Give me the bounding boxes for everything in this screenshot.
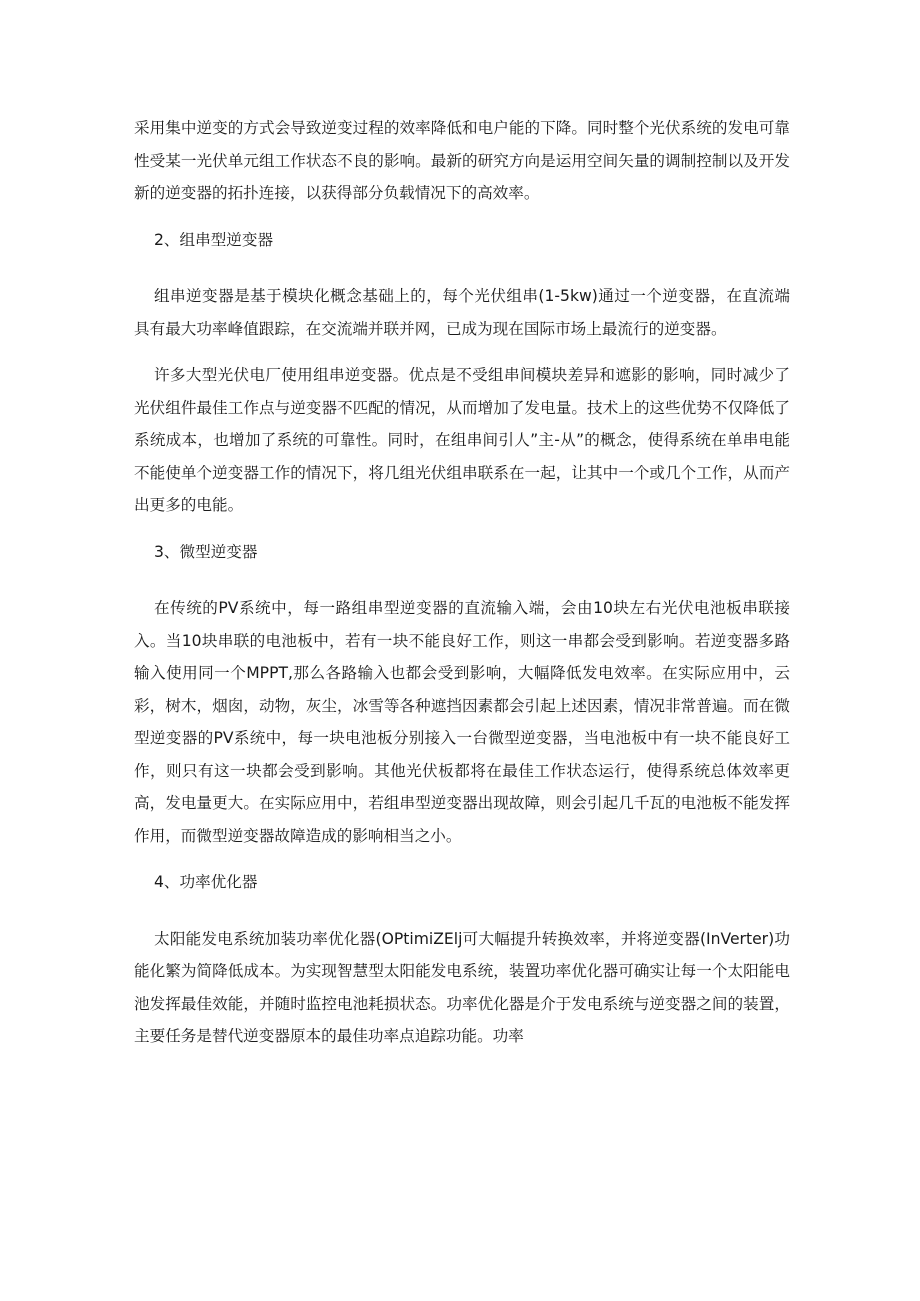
document-body bbox=[134, 112, 790, 1053]
section-heading-micro-inverter: 3、微型逆变器 bbox=[154, 542, 258, 561]
spacer bbox=[134, 899, 790, 923]
spacer bbox=[134, 852, 790, 866]
spacer bbox=[134, 345, 790, 359]
paragraph-string-inverter-definition: 组串逆变器是基于模块化概念基础上的，每个光伏组串(1-5kw)通过一个逆变器，在直流端具有最大功率峰值跟踪，在交流端并联并网，已成为现在国际市场上最流行的逆变器。 bbox=[134, 287, 790, 338]
spacer bbox=[134, 568, 790, 592]
spacer bbox=[134, 210, 790, 224]
intro-paragraph: 采用集中逆变的方式会导致逆变过程的效率降低和电户能的下降。同时整个光伏系统的发电可靠性受某一光伏单元组工作状态不良的影响。最新的研究方向是运用空间矢量的调制控制以及开发新的逆变器的拓扑连接，以获得部分负载情况下的高效率。 bbox=[134, 119, 790, 202]
paragraph-micro-inverter: 在传统的PV系统中，每一路组串型逆变器的直流输入端，会由10块左右光伏电池板串联接入。当10块串联的电池板中，若有一块不能良好工作，则这一串都会受到影响。若逆变器多路输入使用同一个MPPT,那么各路输入也都会受到影响，大幅降低发电效率。在实际应用中，云彩，树木，烟囱，动物，灰尘，冰雪等各种遮挡因素都会引起上述因素，情况非常普遍。而在微型逆变器的PV系统中，每一块电池板分别接入一台微型逆变器，当电池板中有一块不能良好工作，则只有这一块都会受到影响。其他光伏板都将在最佳工作状态运行，使得系统总体效率更高，发电量更大。在实际应用中，若组串型逆变器出现故障，则会引起几千瓦的电池板不能发挥作用，而微型逆变器故障造成的影响相当之小。 bbox=[134, 599, 790, 845]
section-heading-string-inverter: 2、组串型逆变器 bbox=[154, 230, 274, 249]
spacer bbox=[134, 256, 790, 280]
spacer bbox=[134, 522, 790, 536]
paragraph-power-optimizer: 太阳能发电系统加装功率优化器(OPtimiZElj可大幅提升转换效率，并将逆变器(InVerter)功能化繁为简降低成本。为实现智慧型太阳能发电系统，装置功率优化器可确实让每一个太阳能电池发挥最佳效能，并随时监控电池耗损状态。功率优化器是介于发电系统与逆变器之间的装置，主要任务是替代逆变器原本的最佳功率点追踪功能。功率 bbox=[134, 929, 790, 1045]
section-heading-power-optimizer: 4、功率优化器 bbox=[154, 873, 258, 891]
paragraph-string-inverter-advantages: 许多大型光伏电厂使用组串逆变器。优点是不受组串间模块差异和遮影的影响，同时减少了光伏组件最佳工作点与逆变器不匹配的情况，从而增加了发电量。技术上的这些优势不仅降低了系统成本，也增加了系统的可靠性。同时，在组串间引人”主-从”的概念，使得系统在单串电能不能使单个逆变器工作的情况下，将几组光伏组串联系在一起，让其中一个或几个工作，从而产出更多的电能。 bbox=[134, 366, 790, 514]
